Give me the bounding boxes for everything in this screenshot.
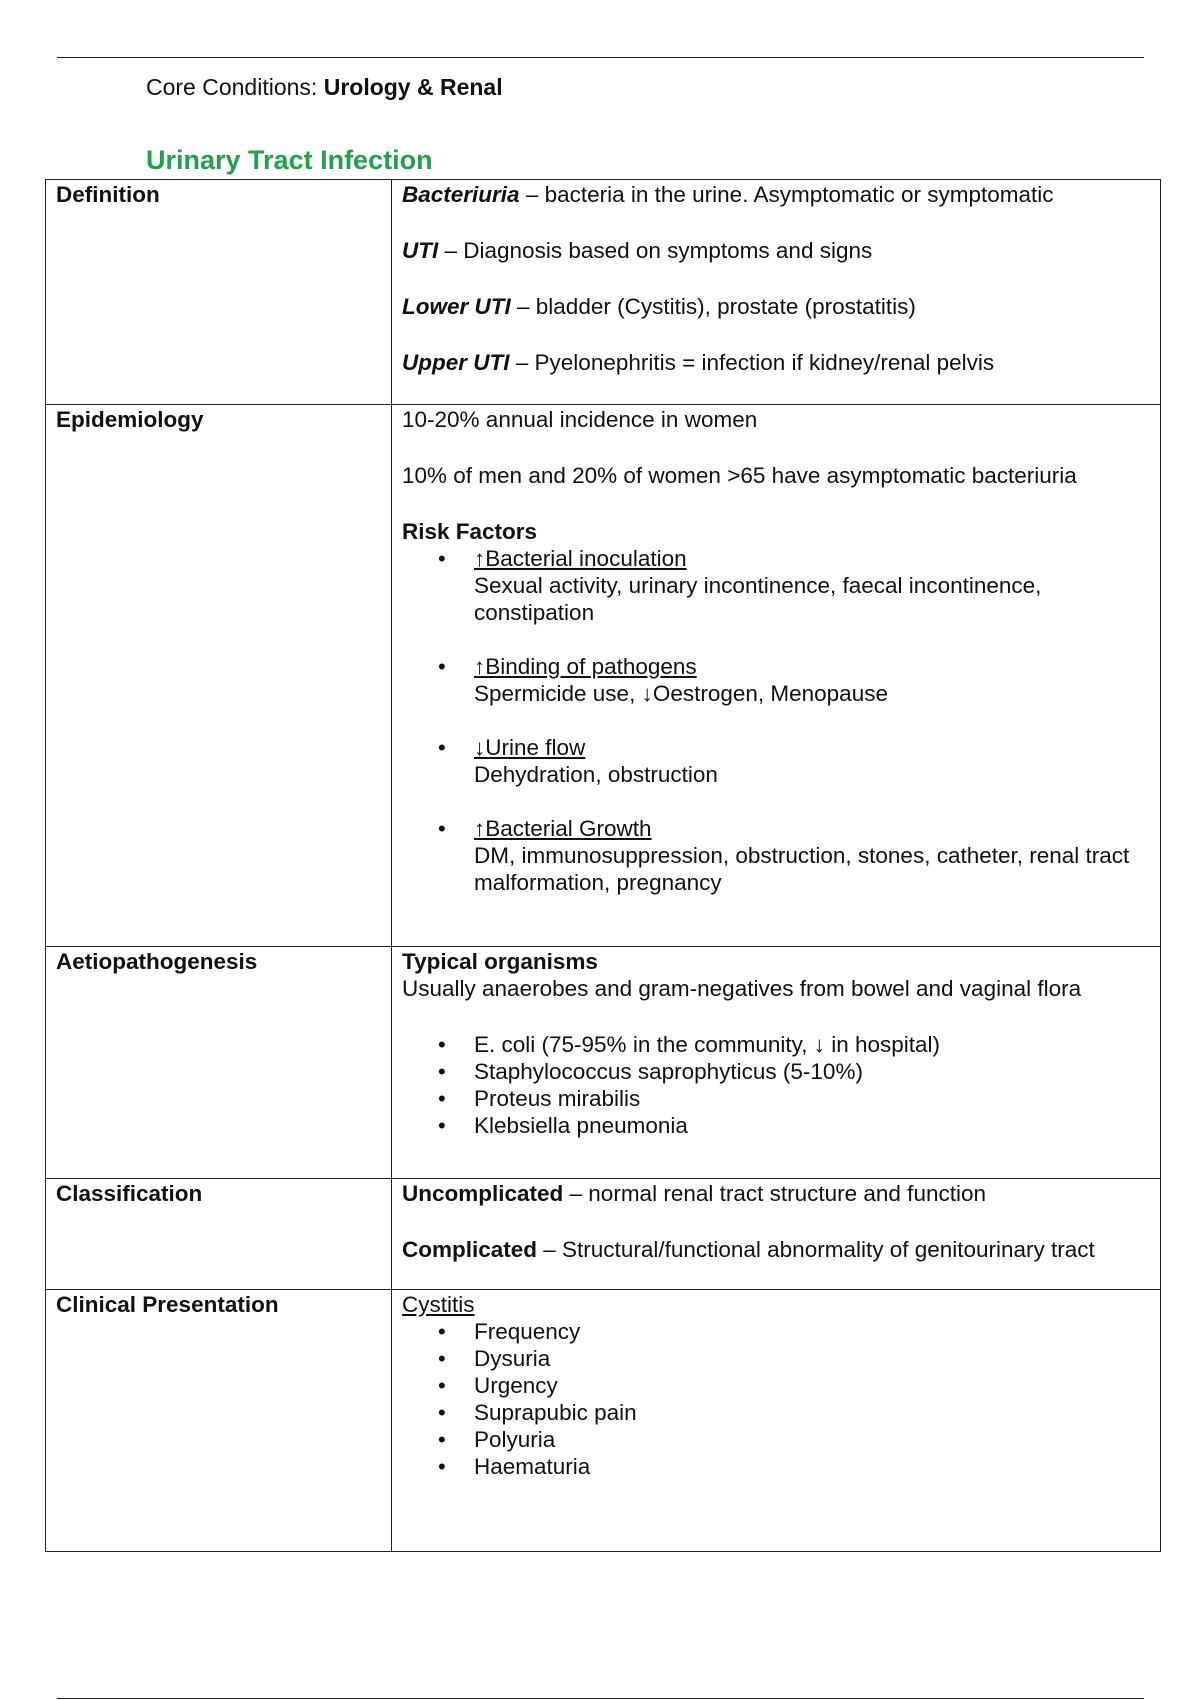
row-clinical-presentation xyxy=(46,1290,1161,1552)
risk-factor-head: ↓Urine flow xyxy=(474,735,586,760)
document-title: Urinary Tract Infection xyxy=(146,145,433,175)
epidemiology-line: 10-20% annual incidence in women xyxy=(402,407,758,432)
classification-item xyxy=(402,1180,1150,1207)
content-definition xyxy=(392,180,1161,405)
list-item: • Dysuria xyxy=(474,1345,1150,1372)
label-classification: Classification xyxy=(46,1179,392,1290)
definition-term: Lower UTI xyxy=(402,294,511,319)
symptom-list xyxy=(402,1318,1150,1480)
definition-text: – Diagnosis based on symptoms and signs xyxy=(438,238,873,263)
header-prefix: Core Conditions: xyxy=(146,74,324,100)
list-item xyxy=(474,653,1150,707)
list-item: • Proteus mirabilis xyxy=(474,1085,1150,1112)
top-rule xyxy=(57,57,1144,58)
risk-factor-head: ↑Bacterial Growth xyxy=(474,816,652,841)
definition-item xyxy=(402,181,1150,208)
classification-term: Complicated xyxy=(402,1237,538,1262)
risk-factor-head: ↑Bacterial inoculation xyxy=(474,546,687,571)
risk-factors-heading: Risk Factors xyxy=(402,519,538,544)
risk-factor-detail: Dehydration, obstruction xyxy=(474,762,718,787)
list-item: • Staphylococcus saprophyticus (5-10%) xyxy=(474,1058,1150,1085)
row-classification xyxy=(46,1179,1161,1290)
content-epidemiology xyxy=(392,405,1161,947)
label-clinical-presentation: Clinical Presentation xyxy=(46,1290,392,1552)
definition-text: – bladder (Cystitis), prostate (prostatitis) xyxy=(510,294,916,319)
bottom-rule xyxy=(57,1698,1144,1699)
label-aetiopathogenesis: Aetiopathogenesis xyxy=(46,947,392,1179)
page-header xyxy=(146,74,503,101)
list-item: • Haematuria xyxy=(474,1453,1150,1480)
list-item xyxy=(474,545,1150,626)
classification-text: – normal renal tract structure and function xyxy=(563,1181,986,1206)
row-definition xyxy=(46,180,1161,405)
list-item: • Frequency xyxy=(474,1318,1150,1345)
definition-term: Upper UTI xyxy=(402,350,510,375)
risk-factor-detail: Spermicide use, ↓Oestrogen, Menopause xyxy=(474,681,888,706)
list-item xyxy=(474,734,1150,788)
list-item: • E. coli (75-95% in the community, ↓ in hospital) xyxy=(474,1031,1150,1058)
definition-item xyxy=(402,237,1150,264)
classification-item xyxy=(402,1236,1150,1263)
definition-item xyxy=(402,349,1150,376)
definition-item xyxy=(402,293,1150,320)
risk-factor-list xyxy=(402,545,1150,896)
classification-text: – Structural/functional abnormality of genitourinary tract xyxy=(537,1237,1095,1262)
risk-factor-head: ↑Binding of pathogens xyxy=(474,654,697,679)
list-item: • Polyuria xyxy=(474,1426,1150,1453)
content-classification xyxy=(392,1179,1161,1290)
list-item: • Klebsiella pneumonia xyxy=(474,1112,1150,1139)
epidemiology-line: 10% of men and 20% of women >65 have asymptomatic bacteriuria xyxy=(402,463,1077,488)
organisms-intro: Usually anaerobes and gram-negatives from bowel and vaginal flora xyxy=(402,976,1082,1001)
list-item xyxy=(474,815,1150,896)
classification-term: Uncomplicated xyxy=(402,1181,564,1206)
list-item: • Suprapubic pain xyxy=(474,1399,1150,1426)
content-aetiopathogenesis xyxy=(392,947,1161,1179)
organism-list xyxy=(402,1031,1150,1139)
risk-factor-detail: Sexual activity, urinary incontinence, faecal incontinence, constipation xyxy=(474,573,1042,625)
content-clinical-presentation xyxy=(392,1290,1161,1552)
condition-table xyxy=(45,179,1161,1552)
label-definition: Definition xyxy=(46,180,392,405)
definition-term: Bacteriuria xyxy=(402,182,520,207)
risk-factor-detail: DM, immunosuppression, obstruction, stones, catheter, renal tract malformation, pregnancy xyxy=(474,843,1130,895)
organisms-heading: Typical organisms xyxy=(402,949,598,974)
definition-text: – bacteria in the urine. Asymptomatic or symptomatic xyxy=(519,182,1054,207)
row-epidemiology xyxy=(46,405,1161,947)
header-topic: Urology & Renal xyxy=(323,74,503,100)
list-item: • Urgency xyxy=(474,1372,1150,1399)
label-epidemiology: Epidemiology xyxy=(46,405,392,947)
cystitis-subheading: Cystitis xyxy=(402,1292,475,1317)
definition-text: – Pyelonephritis = infection if kidney/renal pelvis xyxy=(509,350,995,375)
row-aetiopathogenesis xyxy=(46,947,1161,1179)
definition-term: UTI xyxy=(402,238,439,263)
